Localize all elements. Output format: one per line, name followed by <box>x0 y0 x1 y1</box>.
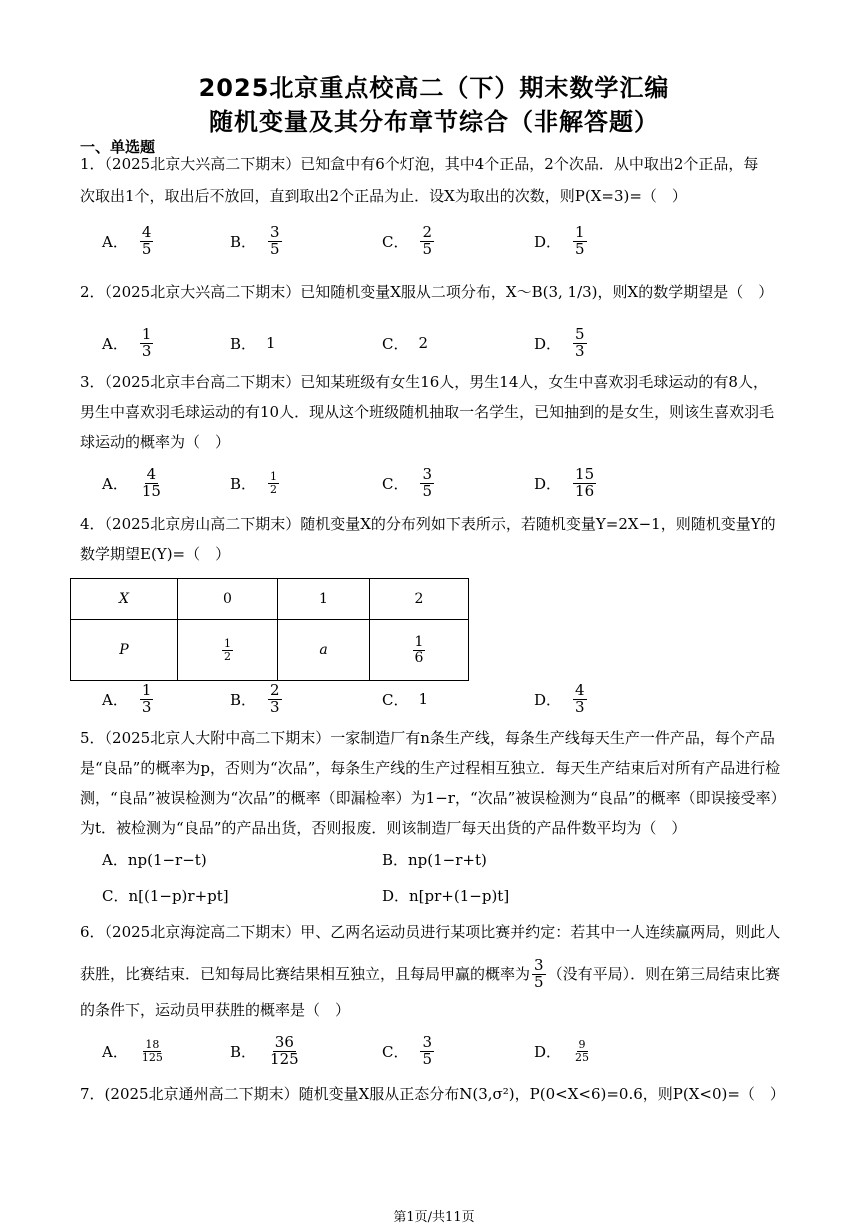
page-footer: 第1页/共11页 <box>393 1210 475 1225</box>
q4-line1: 4．（2025北京房山高二下期末）随机变量X的分布列如下表所示，若随机变量Y=2X−1，则随机变量Y的 <box>80 515 776 533</box>
q6-line2: 获胜，比赛结束．已知每局比赛结果相互独立，且每局甲赢的概率为 $\frac{3}{5}$ （没有平局）．则在第三局结束比赛 <box>80 955 781 991</box>
section-heading: 一、单选题 <box>80 138 156 156</box>
table-cell: 2 <box>370 579 469 620</box>
q5-line1: 5．（2025北京人大附中高二下期末）一家制造厂有n条生产线，每条生产线每天生产一件产品，每个产品 <box>80 729 775 747</box>
q1-option-b: B． $\frac{3}{5}$ <box>230 222 280 258</box>
q5-line3: 测，“良品”被误检测为“次品”的概率（即漏检率）为1−r，“次品”被误检测为“良品”的概率（即误接受率） <box>80 789 786 807</box>
q1-line1: 1．（2025北京大兴高二下期末）已知盒中有6个灯泡，其中4个正品，2个次品．从中取出2个正品，每 <box>80 155 759 173</box>
q5-option-d: D．n[pr+(1−p)t] <box>382 887 510 905</box>
q6-option-b: B． $\frac{36}{125}$ <box>230 1032 299 1068</box>
q3-option-c: C． $\frac{3}{5}$ <box>382 464 433 500</box>
q1-option-d: D． $\frac{1}{5}$ <box>534 222 585 258</box>
q6-options <box>102 1028 792 1074</box>
q2-option-d: D． $\frac{5}{3}$ <box>534 324 585 360</box>
q4-option-b: B． $\frac{2}{3}$ <box>230 680 280 716</box>
table-cell: 0 <box>178 579 278 620</box>
distribution-table <box>70 578 469 681</box>
q2-option-c: C． 2 <box>382 334 429 353</box>
q6-option-d: D． $\frac{9}{25}$ <box>534 1037 590 1064</box>
table-cell: $\frac{1}{2}$ <box>178 620 278 681</box>
page-title-line2: 随机变量及其分布章节综合（非解答题） <box>209 108 659 136</box>
q3-option-b: B． $\frac{1}{2}$ <box>230 469 278 496</box>
q5-line2: 是“良品”的概率为p，否则为“次品”，每条生产线的生产过程相互独立．每天生产结束后对所有产品进行检 <box>80 759 781 777</box>
q2-options <box>102 320 792 366</box>
q2-option-b: B． 1 <box>230 334 276 353</box>
q4-line2: 数学期望E(Y)=（ ） <box>80 545 231 563</box>
q5-option-a: A．np(1−r−t) <box>102 851 207 869</box>
q5-option-b: B．np(1−r+t) <box>382 851 487 869</box>
q6-option-c: C． $\frac{3}{5}$ <box>382 1032 433 1068</box>
q2-option-a: A． $\frac{1}{3}$ <box>102 324 152 360</box>
table-cell: 1 <box>278 579 370 620</box>
q3-options <box>102 460 792 506</box>
q5-option-c: C．n[(1−p)r+pt] <box>102 887 229 905</box>
q7-line1: 7．(2025北京通州高二下期末）随机变量X服从正态分布N(3,σ²)，P(0<X<6)=0.6，则P(X<0)=（ ） <box>80 1085 785 1103</box>
q1-line2: 次取出1个，取出后不放回，直到取出2个正品为止．设X为取出的次数，则P(X=3)=（ ） <box>80 187 687 205</box>
q4-option-d: D． $\frac{4}{3}$ <box>534 680 585 716</box>
q4-option-c: C． 1 <box>382 690 429 709</box>
q3-line3: 球运动的概率为（ ） <box>80 433 231 451</box>
q3-line2: 男生中喜欢羽毛球运动的有10人．现从这个班级随机抽取一名学生，已知抽到的是女生，则该生喜欢羽毛 <box>80 403 775 421</box>
table-cell: P <box>71 620 178 681</box>
q1-option-a: A． $\frac{4}{5}$ <box>102 222 152 258</box>
table-cell: X <box>71 579 178 620</box>
q1-options <box>102 218 792 264</box>
q2-line1: 2．（2025北京大兴高二下期末）已知随机变量X服从二项分布，X～B(3, 1/3)，则X的数学期望是（ ） <box>80 283 774 301</box>
q6-option-a: A． $\frac{18}{125}$ <box>102 1037 163 1064</box>
q4-options <box>102 676 792 722</box>
table-row <box>71 620 469 681</box>
q5-line4: 为t．被检测为“良品”的产品出货，否则报废．则该制造厂每天出货的产品件数平均为（ ） <box>80 819 687 837</box>
q1-option-c: C． $\frac{2}{5}$ <box>382 222 433 258</box>
q3-option-d: D． $\frac{15}{16}$ <box>534 464 595 500</box>
table-row <box>71 579 469 620</box>
q6-line3: 的条件下，运动员甲获胜的概率是（ ） <box>80 1001 351 1019</box>
q3-line1: 3．（2025北京丰台高二下期末）已知某班级有女生16人，男生14人，女生中喜欢羽毛球运动的有8人， <box>80 373 768 391</box>
q4-option-a: A． $\frac{1}{3}$ <box>102 680 152 716</box>
table-cell: a <box>278 620 370 681</box>
q6-line1: 6．（2025北京海淀高二下期末）甲、乙两名运动员进行某项比赛并约定：若其中一人连续赢两局，则此人 <box>80 923 781 941</box>
page-title-line1: 2025北京重点校高二（下）期末数学汇编 <box>198 74 670 102</box>
q3-option-a: A． $\frac{4}{15}$ <box>102 464 161 500</box>
table-cell: $\frac{1}{6}$ <box>370 620 469 681</box>
